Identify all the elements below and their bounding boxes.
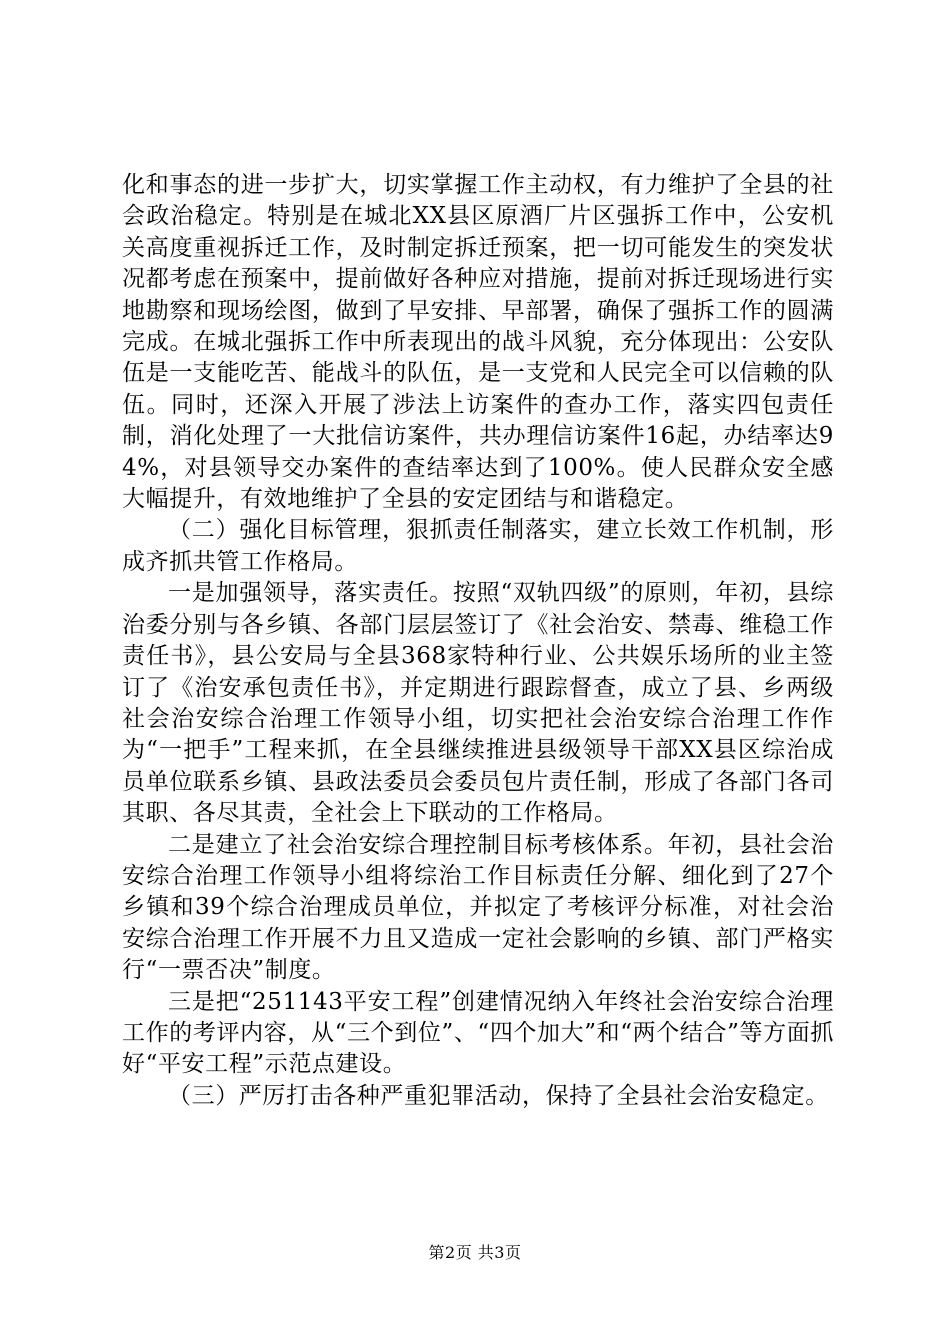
page-number-footer: 第2页 共3页 bbox=[428, 1243, 522, 1262]
paragraph-4: 二是建立了社会治安综合理控制目标考核体系。年初，县社会治安综合治理工作领导小组将综治工作目标责任分解、细化到了27个乡镇和39个综合治理成员单位，并拟定了考核评分标准，对社会治安综合治理工作开展不力且又造成一定社会影响的乡镇、部门严格实行“一票否决”制度。 bbox=[122, 831, 834, 984]
paragraph-3: 一是加强领导，落实责任。按照“双轨四级”的原则，年初，县综治委分别与各乡镇、各部门层层签订了《社会治安、禁毒、维稳工作责任书》，县公安局与全县368家特种行业、公共娱乐场所的业主签订了《治安承包责任书》，并定期进行跟踪督查，成立了县、乡两级社会治安综合治理工作领导小组，切实把社会治安综合治理工作作为“一把手”工程来抓，在全县继续推进县级领导干部XX县区综治成员单位联系乡镇、县政法委员会委员包片责任制，形成了各部门各司其职、各尽其责，全社会上下联动的工作格局。 bbox=[122, 580, 834, 827]
document-body bbox=[122, 170, 834, 1112]
paragraph-5: 三是把“251143平安工程”创建情况纳入年终社会治安综合治理工作的考评内容，从“三个到位”、“四个加大”和“两个结合”等方面抓好“平安工程”示范点建设。 bbox=[122, 988, 834, 1078]
paragraph-2-section-heading: （二）强化目标管理，狠抓责任制落实，建立长效工作机制，形成齐抓共管工作格局。 bbox=[122, 517, 834, 575]
paragraph-1: 化和事态的进一步扩大，切实掌握工作主动权，有力维护了全县的社会政治稳定。特别是在城北XX县区原酒厂片区强拆工作中，公安机关高度重视拆迁工作，及时制定拆迁预案，把一切可能发生的突发状况都考虑在预案中，提前做好各种应对措施，提前对拆迁现场进行实地勘察和现场绘图，做到了早安排、早部署，确保了强拆工作的圆满完成。在城北强拆工作中所表现出的战斗风貌，充分体现出：公安队伍是一支能吃苦、能战斗的队伍，是一支党和人民完全可以信赖的队伍。同时，还深入开展了涉法上访案件的查办工作，落实四包责任制，消化处理了一大批信访案件，共办理信访案件16起，办结率达94%，对县领导交办案件的查结率达到了100%。使人民群众安全感大幅提升，有效地维护了全县的安定团结与和谐稳定。 bbox=[122, 172, 834, 513]
paragraph-6-section-heading: （三）严厉打击各种严重犯罪活动，保持了全县社会治安稳定。 bbox=[168, 1082, 829, 1109]
